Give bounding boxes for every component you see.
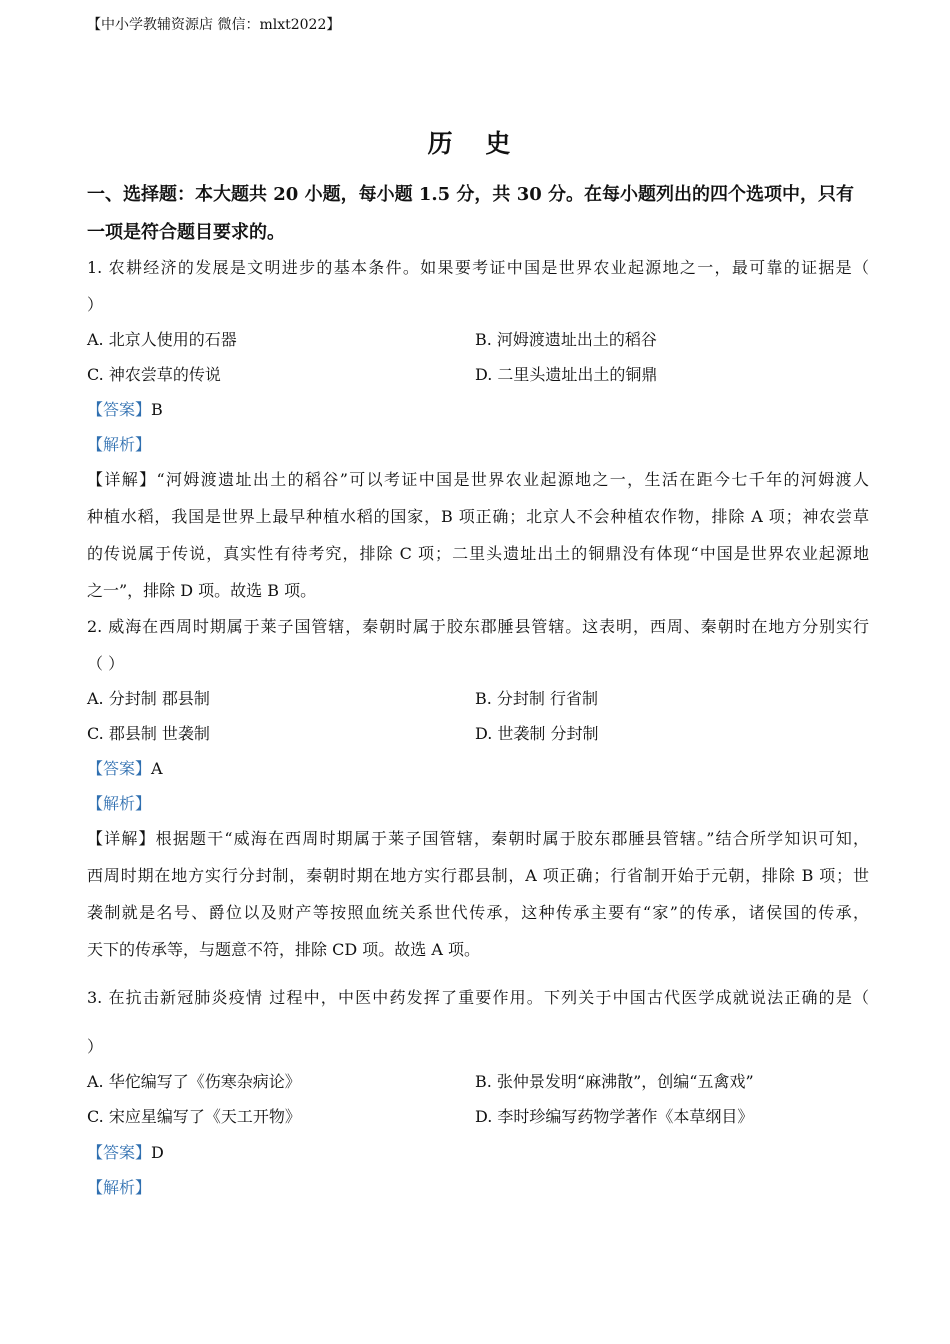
header-note: 【中小学教辅资源店 微信：mlxt2022】 [87, 17, 341, 33]
q1-detail-line1 [87, 467, 869, 490]
q2-detail-tag: 【详解】 [87, 829, 156, 848]
q2-option-d: D. 世袭制 分封制 [475, 724, 599, 743]
q2-answer [87, 756, 163, 779]
q1-answer-tag: 【答案】 [87, 400, 152, 419]
q1-analysis-tag: 【解析】 [87, 435, 152, 454]
q3-option-c: C. 宋应星编写了《天工开物》 [87, 1107, 301, 1126]
q1-option-c: C. 神农尝草的传说 [87, 365, 221, 384]
q2-option-a: A. 分封制 郡县制 [87, 689, 210, 708]
q3-option-a: A. 华佗编写了《伤寒杂病论》 [87, 1072, 301, 1091]
q2-detail-line2: 西周时期在地方实行分封制，秦朝时期在地方实行郡县制，A 项正确；行省制开始于元朝，排除 B 项；世 [87, 866, 869, 885]
q1-detail-line2: 种植水稻，我国是世界上最早种植水稻的国家，B 项正确；北京人不会种植农作物，排除 A 项；神农尝草 [87, 507, 869, 526]
q2-analysis-tag: 【解析】 [87, 794, 152, 813]
q3-answer-tag: 【答案】 [87, 1143, 152, 1162]
q1-detail-line4: 之一”，排除 D 项。故选 B 项。 [87, 581, 317, 600]
q1-option-a: A. 北京人使用的石器 [87, 330, 237, 349]
q3-stem-line1: 3. 在抗击新冠肺炎疫情 过程中，中医中药发挥了重要作用。下列关于中国古代医学成就说法正确的是（ [87, 988, 869, 1007]
q2-detail-text1: 根据题干“威海在西周时期属于莱子国管辖，秦朝时属于胶东郡腄县管辖。”结合所学知识可知， [155, 829, 869, 848]
page-title: 历 史 [427, 129, 523, 158]
q1-option-b: B. 河姆渡遗址出土的稻谷 [475, 330, 657, 349]
q1-detail-line3: 的传说属于传说，真实性有待考究，排除 C 项；二里头遗址出土的铜鼎没有体现“中国是世界农业起源地 [87, 544, 869, 563]
q2-detail-line3: 袭制就是名号、爵位以及财产等按照血统关系世代传承，这种传承主要有“家”的传承，诸侯国的传承， [87, 903, 869, 922]
q2-stem-line2: （ ） [87, 654, 125, 673]
q1-answer-value: B [151, 400, 163, 419]
q2-answer-tag: 【答案】 [87, 759, 152, 778]
q1-stem-line1: 1. 农耕经济的发展是文明进步的基本条件。如果要考证中国是世界农业起源地之一，最可靠的证据是（ [87, 258, 869, 277]
q3-option-d: D. 李时珍编写药物学著作《本草纲目》 [475, 1107, 754, 1126]
q3-option-b: B. 张仲景发明“麻沸散”，创编“五禽戏” [475, 1072, 754, 1091]
q1-detail-tag: 【详解】 [87, 470, 157, 489]
q2-answer-value: A [151, 759, 163, 778]
q2-stem-line1: 2. 威海在西周时期属于莱子国管辖，秦朝时属于胶东郡腄县管辖。这表明，西周、秦朝时在地方分别实行 [87, 617, 869, 636]
q3-answer-value: D [151, 1143, 164, 1162]
q3-answer [87, 1140, 164, 1163]
q2-detail-line1 [87, 826, 869, 849]
q1-detail-text1: “河姆渡遗址出土的稻谷”可以考证中国是世界农业起源地之一，生活在距今七千年的河姆渡人 [156, 470, 869, 489]
q2-detail-line4: 天下的传承等，与题意不符，排除 CD 项。故选 A 项。 [87, 940, 480, 959]
section-heading: 一、选择题：本大题共 20 小题，每小题 1.5 分，共 30 分。在每小题列出的四个选项中，只有一项是符合题目要求的。 [87, 184, 855, 243]
q1-option-d: D. 二里头遗址出土的铜鼎 [475, 365, 658, 384]
q2-option-b: B. 分封制 行省制 [475, 689, 599, 708]
q3-analysis-tag: 【解析】 [87, 1178, 152, 1197]
q3-stem-line2: ） [87, 1037, 104, 1056]
q1-stem-line2: ） [87, 295, 104, 314]
q2-option-c: C. 郡县制 世袭制 [87, 724, 210, 743]
q1-answer [87, 397, 163, 420]
